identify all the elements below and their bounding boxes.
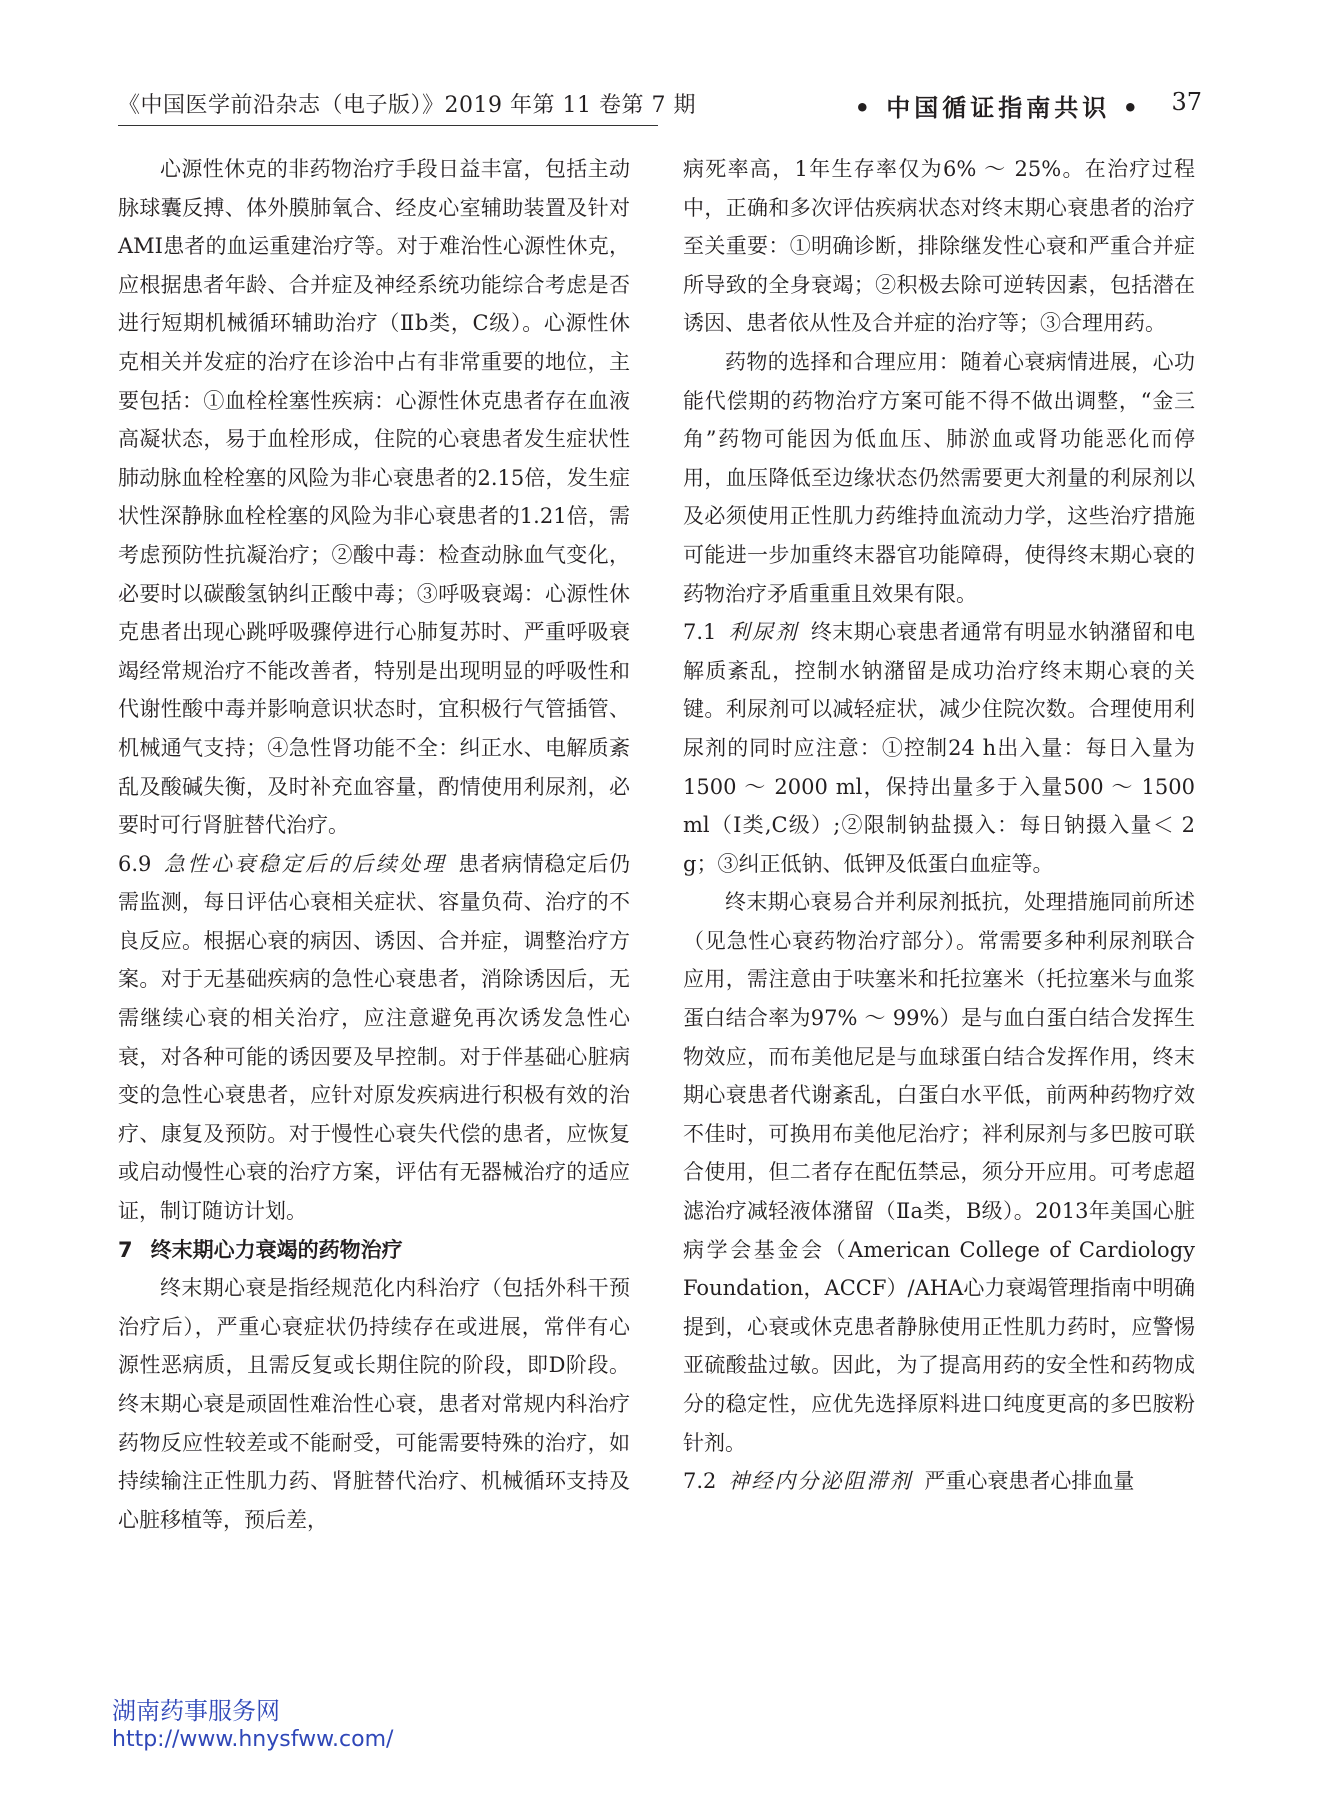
subsection-7-1 (683, 613, 1195, 883)
paragraph: 终末期心衰是指经规范化内科治疗（包括外科干预治疗后），严重心衰症状仍持续存在或进展，常伴有心源性恶病质，且需反复或长期住院的阶段，即D阶段。终末期心衰是顽固性难治性心衰，患者对常规内科治疗药物反应性较差或不能耐受，可能需要特殊的治疗，如持续输注正性肌力药、肾脏替代治疗、机械循环支持及心脏移植等，预后差， (118, 1276, 630, 1532)
watermark-name: 湖南药事服务网 (112, 1697, 280, 1725)
section-label: • 中国循证指南共识 • (854, 94, 1142, 122)
header-rule (118, 125, 658, 126)
page-number: 37 (1171, 88, 1202, 116)
subsection-title: 急性心衰稳定后的后续处理 (163, 851, 447, 876)
subsection-title: 利尿剂 (728, 620, 799, 645)
subsection-number: 7.1 (683, 620, 717, 645)
paragraph: 药物的选择和合理应用：随着心衰病情进展，心功能代偿期的药物治疗方案可能不得不做出调整，“金三角”药物可能因为低血压、肺淤血或肾功能恶化而停用，血压降低至边缘状态仍然需要更大剂量的利尿剂以及必须使用正性肌力药维持血流动力学，这些治疗措施可能进一步加重终末器官功能障碍，使得终末期心衰的药物治疗矛盾重重且效果有限。 (683, 349, 1195, 606)
journal-citation: 《中国医学前沿杂志（电子版）》2019 年第 11 卷第 7 期 (118, 93, 696, 118)
paragraph: 心源性休克的非药物治疗手段日益丰富，包括主动脉球囊反搏、体外膜肺氧合、经皮心室辅助装置及针对AMI患者的血运重建治疗等。对于难治性心源性休克，应根据患者年龄、合并症及神经系统功能综合考虑是否进行短期机械循环辅助治疗（Ⅱb类，C级）。心源性休克相关并发症的治疗在诊治中占有非常重要的地位，主要包括：①血栓栓塞性疾病：心源性休克患者存在血液高凝状态，易于血栓形成，住院的心衰患者发生症状性肺动脉血栓栓塞的风险为非心衰患者的2.15倍，发生症状性深静脉血栓栓塞的风险为非心衰患者的1.21倍，需考虑预防性抗凝治疗；②酸中毒：检查动脉血气变化，必要时以碳酸氢钠纠正酸中毒；③呼吸衰竭：心源性休克患者出现心跳呼吸骤停进行心肺复苏时、严重呼吸衰竭经常规治疗不能改善者，特别是出现明显的呼吸性和代谢性酸中毒并影响意识状态时，宜积极行气管插管、机械通气支持；④急性肾功能不全：纠正水、电解质紊乱及酸碱失衡，及时补充血容量，酌情使用利尿剂，必要时可行肾脏替代治疗。 (118, 157, 630, 838)
watermark-url[interactable]: http://www.hnysfww.com/ (112, 1727, 394, 1752)
right-column (683, 150, 1195, 1501)
section-number: 7 (118, 1237, 133, 1262)
subsection-6-9 (118, 845, 630, 1231)
subsection-title: 神经内分泌阻滞剂 (728, 1469, 913, 1494)
paragraph: 终末期心衰易合并利尿剂抵抗，处理措施同前所述（见急性心衰药物治疗部分）。常需要多种利尿剂联合应用，需注意由于呋塞米和托拉塞米（托拉塞米与血浆蛋白结合率为97% ～ 99%）是与血白蛋白结合发挥生物效应，而布美他尼是与血球蛋白结合发挥作用，终末期心衰患者代谢紊乱，白蛋白水平低，前两种药物疗效不佳时，可换用布美他尼治疗；袢利尿剂与多巴胺可联合使用，但二者存在配伍禁忌，须分开应用。可考虑超滤治疗减轻液体潴留（Ⅱa类，B级）。2013年美国心脏病学会基金会（American College of Cardiology Foundation，ACCF）/AHA心力衰竭管理指南中明确提到，心衰或休克患者静脉使用正性肌力药时，应警惕亚硫酸盐过敏。因此，为了提高用药的安全性和药物成分的稳定性，应优先选择原料进口纯度更高的多巴胺粉针剂。 (683, 890, 1195, 1455)
section-title: 终末期心力衰竭的药物治疗 (150, 1237, 403, 1262)
subsection-text: 患者病情稳定后仍需监测，每日评估心衰相关症状、容量负荷、治疗的不良反应。根据心衰的病因、诱因、合并症，调整治疗方案。对于无基础疾病的急性心衰患者，消除诱因后，无需继续心衰的相关治疗，应注意避免再次诱发急性心衰，对各种可能的诱因要及早控制。对于伴基础心脏病变的急性心衰患者，应针对原发疾病进行积极有效的治疗、康复及预防。对于慢性心衰失代偿的患者，应恢复或启动慢性心衰的治疗方案，评估有无器械治疗的适应证，制订随访计划。 (118, 851, 631, 1224)
section-heading-7 (118, 1231, 630, 1270)
page-header (118, 88, 1202, 130)
subsection-number: 6.9 (118, 851, 152, 876)
subsection-7-2 (683, 1462, 1195, 1501)
paragraph: 病死率高，1年生存率仅为6% ～ 25%。在治疗过程中，正确和多次评估疾病状态对终末期心衰患者的治疗至关重要：①明确诊断，排除继发性心衰和严重合并症所导致的全身衰竭；②积极去除可逆转因素，包括潜在诱因、患者依从性及合并症的治疗等；③合理用药。 (683, 157, 1195, 336)
subsection-text: 终末期心衰患者通常有明显水钠潴留和电解质紊乱，控制水钠潴留是成功治疗终末期心衰的关键。利尿剂可以减轻症状，减少住院次数。合理使用利尿剂的同时应注意：①控制24 h出入量：每日入量为1500 ～ 2000 ml，保持出量多于入量500 ～ 1500 ml（Ⅰ类,C级）;②限制钠盐摄入：每日钠摄入量＜ 2 g；③纠正低钠、低钾及低蛋白血症等。 (683, 620, 1196, 876)
left-column (118, 150, 630, 1539)
subsection-text: 严重心衰患者心排血量 (924, 1469, 1135, 1494)
subsection-number: 7.2 (683, 1469, 717, 1494)
watermark (112, 1696, 393, 1754)
